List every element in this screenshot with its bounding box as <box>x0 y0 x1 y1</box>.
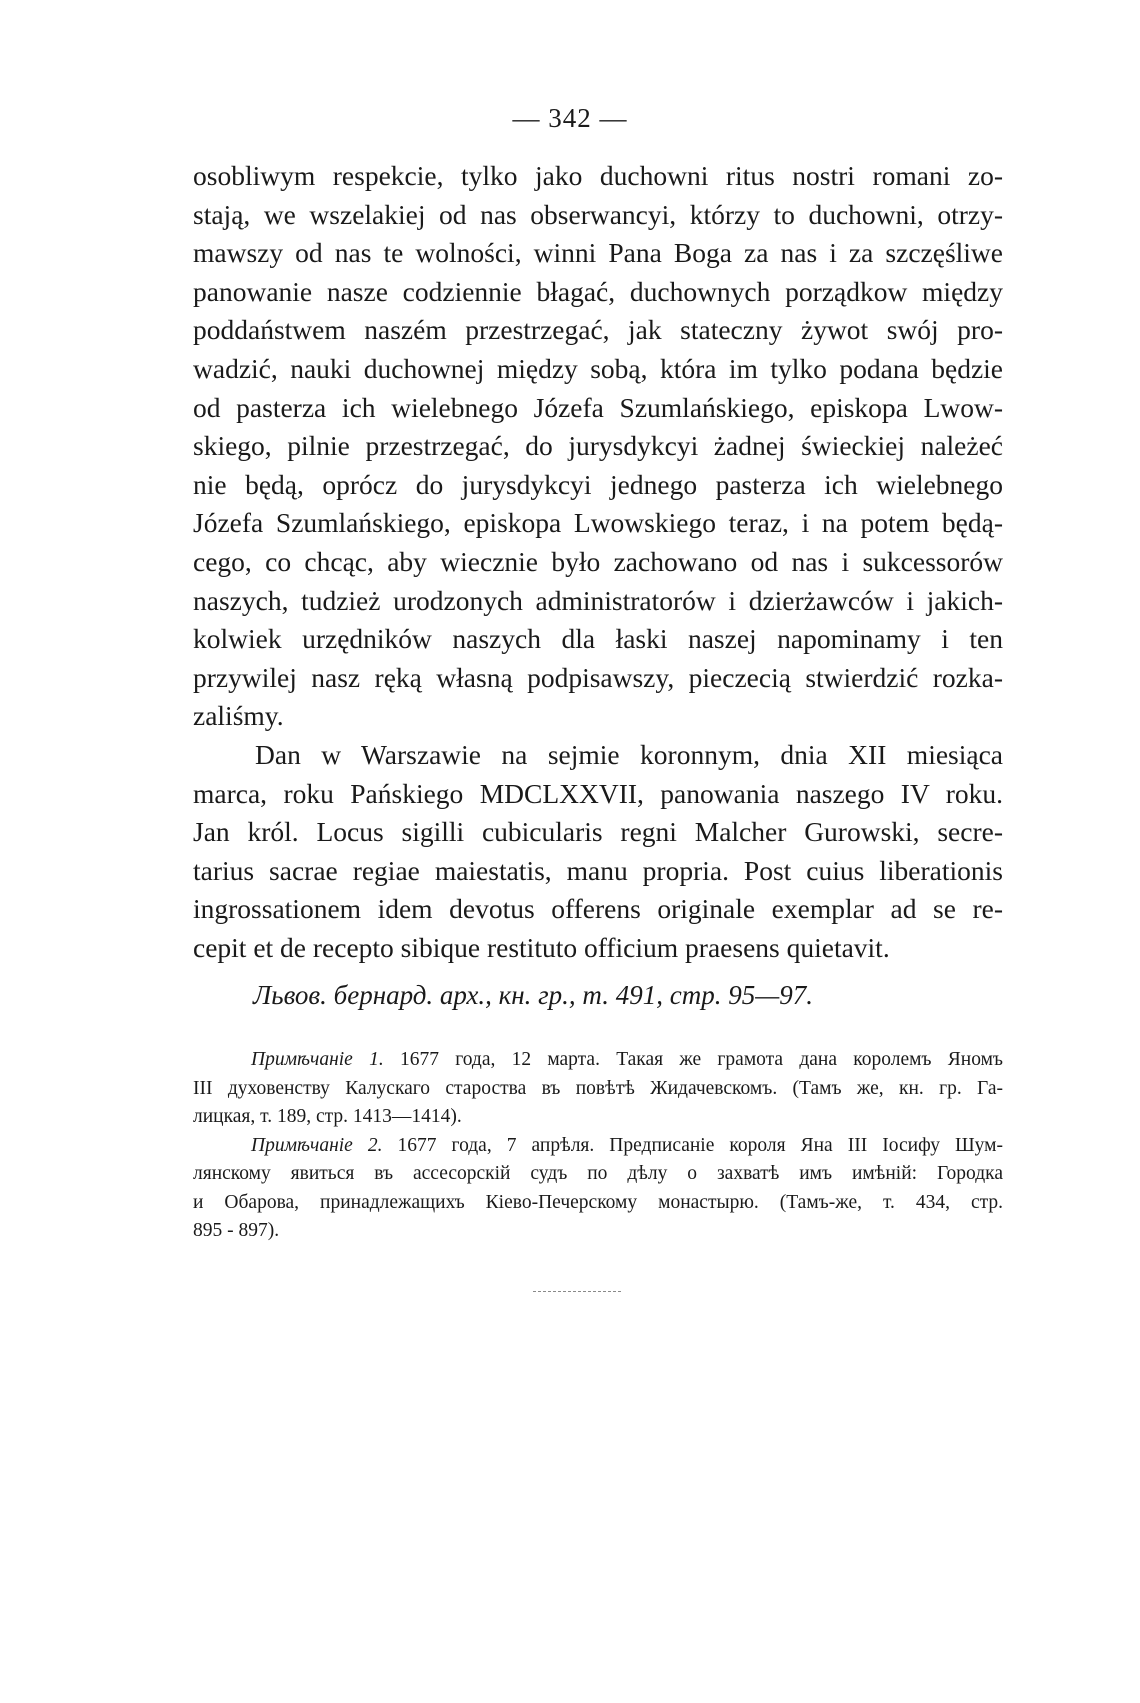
text-line: skiego, pilnie przestrzegać, do jurysdykcyi żadnej świeckiej należeć <box>193 430 1003 462</box>
main-text <box>193 157 1003 967</box>
note-line: лицкая, т. 189, стр. 1413—1414). <box>193 1106 462 1127</box>
text-line: marca, roku Pańskiego MDCLXXVII, panowania naszego IV roku. <box>193 777 1003 809</box>
text-line: przywilej nasz ręką własną podpisawszy, pieczecią stwierdzić rozka- <box>193 661 1003 693</box>
note-line: 895 - 897). <box>193 1220 280 1241</box>
note-line: III духовенству Калускаго староства въ повѣтѣ Жидачевскомъ. (Тамъ же, кн. гр. Га- <box>193 1077 1003 1099</box>
text-line: osobliwym respekcie, tylko jako duchowni ritus nostri romani zo- <box>193 160 1003 191</box>
note-label: Примѣчаніе 1. <box>251 1049 384 1070</box>
text-line: ingrossationem idem devotus offerens originale exemplar ad se re- <box>193 893 1003 925</box>
archive-citation: Львов. бернард. арх., кн. гр., т. 491, стр. 95—97. <box>253 980 813 1010</box>
text-line: nie będą, oprócz do jurysdykcyi jednego pasterza ich wielebnego <box>193 468 1003 500</box>
text-line: wadzić, nauki duchownej między sobą, która im tylko podana będzie <box>193 352 1003 384</box>
text-line: panowanie nasze codziennie błagać, duchownych porządkow między <box>193 275 1003 307</box>
text-line: naszych, tudzież urodzonych administratorów i dzierżawców i jakich- <box>193 584 1003 616</box>
text-line: zaliśmy. <box>193 700 284 732</box>
note-line: лянскому явиться въ ассесорскій судъ по дѣлу о захватѣ имъ имѣній: Городка <box>193 1163 1003 1184</box>
text-line: tarius sacrae regiae maiestatis, manu propria. Post cuius liberationis <box>193 854 1003 886</box>
text-line: Dan w Warszawie na sejmie koronnym, dnia XII miesiąca <box>255 738 1003 770</box>
note-text: 1677 года, 7 апрѣля. Предписаніе короля Яна III Іосифу Шум- <box>397 1134 1003 1156</box>
note-line <box>193 1132 1003 1161</box>
page-number: — 342 — <box>512 103 628 133</box>
text-line: Józefa Szumlańskiego, episkopa Lwowskiego teraz, i na potem będą- <box>193 507 1003 539</box>
text-line: cepit et de recepto sibique restituto officium praesens quietavit. <box>193 931 890 963</box>
footnotes <box>193 1046 1003 1246</box>
note-line: и Обарова, принадлежащихъ Кіево-Печерскому монастырю. (Тамъ-же, т. 434, стр. <box>193 1191 1003 1213</box>
text-line: kolwiek urzędników naszych dla łaski naszej napominamy i ten <box>193 623 1003 655</box>
text-line: od pasterza ich wielebnego Józefa Szumlańskiego, episkopa Lwow- <box>193 391 1003 423</box>
text-line: poddaństwem naszém przestrzegać, jak stateczny żywot swój pro- <box>193 314 1003 346</box>
text-line: cego, co chcąc, aby wiecznie było zachowano od nas i sukcessorów <box>193 545 1003 577</box>
closing-rule <box>533 1291 621 1292</box>
note-text: 1677 года, 12 марта. Такая же грамота дана королемъ Яномъ <box>399 1049 1003 1070</box>
note-label: Примѣчаніе 2. <box>251 1134 383 1156</box>
note-line <box>193 1046 1003 1075</box>
text-line: mawszy od nas te wolności, winni Pana Boga za nas i za szczęśliwe <box>193 237 1003 269</box>
text-line: stają, we wszelakiej od nas obserwancyi, którzy to duchowni, otrzy- <box>193 198 1003 230</box>
text-line: Jan król. Locus sigilli cubicularis regni Malcher Gurowski, secre- <box>193 816 1003 848</box>
